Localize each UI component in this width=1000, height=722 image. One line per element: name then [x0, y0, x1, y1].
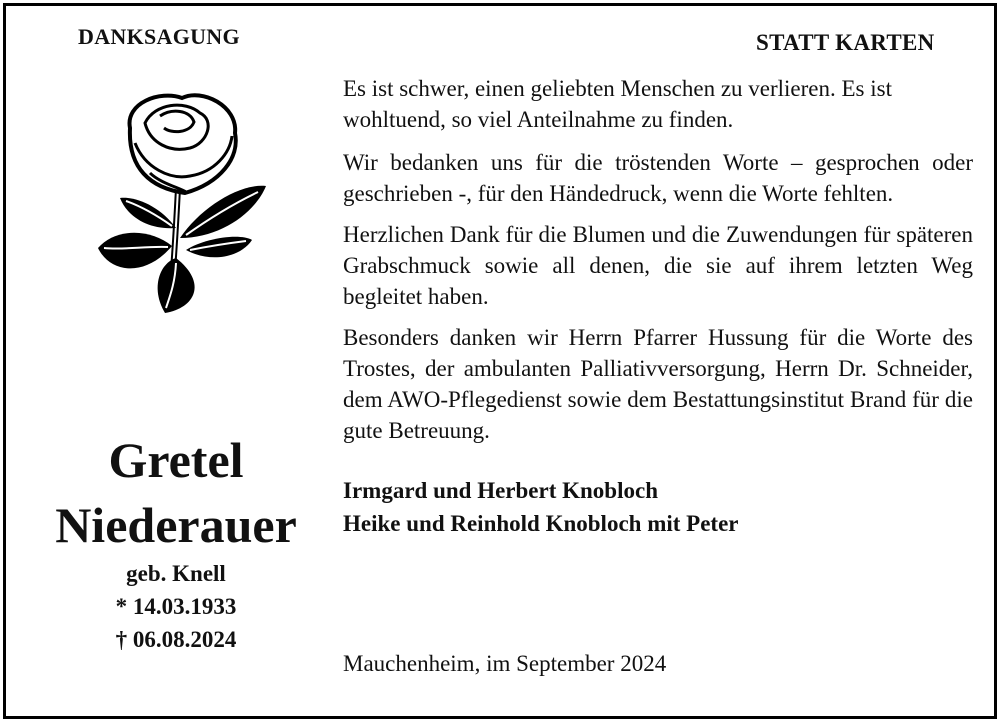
message-column: [343, 73, 973, 540]
paragraph: Wir bedanken uns für die tröstenden Worte – gesprochen oder geschrieben -, für den Händedruck, wenn die Worte fehlten.: [343, 150, 973, 206]
deceased-last-name: Niederauer: [55, 497, 297, 553]
signer-line: Heike und Reinhold Knobloch mit Peter: [343, 511, 739, 536]
heading-statt-karten: STATT KARTEN: [756, 30, 935, 55]
birth-date: * 14.03.1933: [115, 594, 237, 619]
signer-line: Irmgard und Herbert Knobloch: [343, 478, 658, 503]
left-column: [6, 6, 346, 716]
birth-name: geb. Knell: [126, 561, 226, 586]
rose-icon: [90, 88, 270, 313]
deceased-first-name: Gretel: [108, 432, 244, 488]
heading-danksagung: DANKSAGUNG: [78, 24, 240, 49]
signers: [343, 474, 973, 540]
paragraph: Es ist schwer, einen geliebten Menschen zu verlieren. Es ist wohltuend, so viel Anteilnahme zu finden.: [343, 76, 892, 132]
paragraph: Besonders danken wir Herrn Pfarrer Hussung für die Worte des Trostes, der ambulanten Palliativversorgung, Herrn Dr. Schneider, dem AWO-Pflegedienst sowie dem Bestattungsinstitut Brand für die gute Betreuung.: [343, 325, 973, 443]
place-date: Mauchenheim, im September 2024: [343, 651, 667, 676]
paragraph: Herzlichen Dank für die Blumen und die Zuwendungen für späteren Grabschmuck sowie all denen, die sie auf ihrem letzten Weg begleitet haben.: [343, 222, 973, 309]
obituary-notice: [3, 3, 997, 719]
death-date: † 06.08.2024: [115, 627, 237, 652]
